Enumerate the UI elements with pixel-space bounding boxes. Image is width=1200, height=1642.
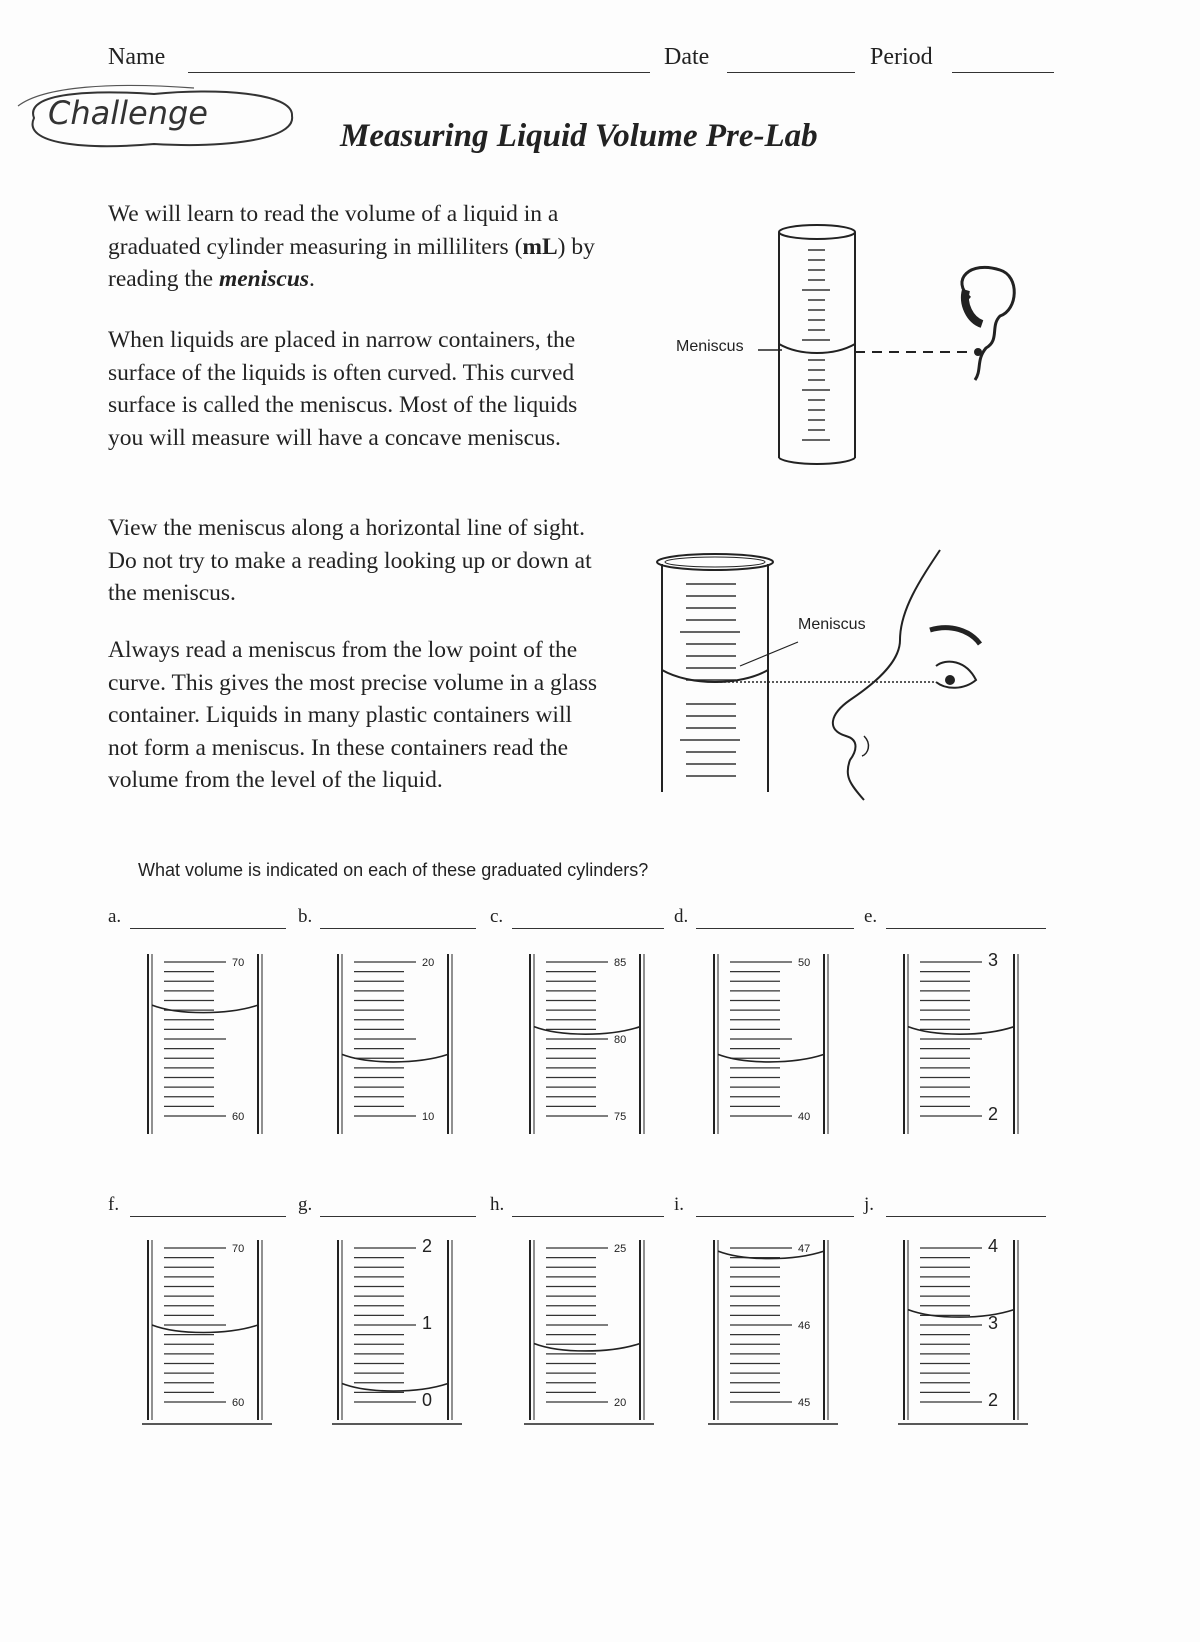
cylinder-top-mark: 70 (232, 1243, 245, 1255)
answer-blank-b[interactable] (320, 928, 476, 929)
cylinder-bottom-mark: 20 (614, 1397, 627, 1409)
cylinder-mid-mark: 46 (798, 1320, 811, 1332)
graduated-cylinder-f (142, 1236, 272, 1426)
question-h-label: h. (490, 1194, 505, 1215)
answer-blank-g[interactable] (320, 1216, 476, 1217)
cylinder-bottom-mark: 40 (798, 1111, 811, 1123)
answer-blank-j[interactable] (886, 1216, 1046, 1217)
name-field[interactable] (188, 72, 650, 73)
period-label: Period (870, 44, 933, 70)
top-figure-meniscus-label: Meniscus (676, 338, 744, 355)
cylinder-bottom-mark: 60 (232, 1397, 245, 1409)
cylinder-bottom-mark: 75 (614, 1111, 627, 1123)
challenge-stamp (14, 82, 304, 154)
question-j-label: j. (864, 1194, 875, 1215)
cylinder-top-mark: 3 (988, 950, 999, 970)
cylinder-top-mark: 4 (988, 1236, 999, 1256)
graduated-cylinder-d (708, 950, 838, 1140)
figure-face-cylinder (650, 540, 1070, 810)
cylinder-bottom-mark: 2 (988, 1104, 999, 1124)
cylinder-mid-mark: 1 (422, 1313, 433, 1333)
date-field[interactable] (727, 72, 855, 73)
question-a-label: a. (108, 906, 122, 927)
question-d-label: d. (674, 906, 689, 927)
cylinder-top-mark: 50 (798, 957, 811, 969)
graduated-cylinder-c (524, 950, 654, 1140)
graduated-cylinder-g (332, 1236, 462, 1426)
cylinder-top-mark: 47 (798, 1243, 811, 1255)
page-title: Measuring Liquid Volume Pre-Lab (340, 118, 818, 154)
question-e-label: e. (864, 906, 878, 927)
cylinder-bottom-mark: 2 (988, 1390, 999, 1410)
cylinder-top-mark: 25 (614, 1243, 627, 1255)
cylinder-top-mark: 85 (614, 957, 627, 969)
period-field[interactable] (952, 72, 1054, 73)
graduated-cylinder-a (142, 950, 272, 1140)
challenge-text: Challenge (48, 94, 208, 132)
question-b-label: b. (298, 906, 313, 927)
question-f-label: f. (108, 1194, 120, 1215)
graduated-cylinder-h (524, 1236, 654, 1426)
cylinder-mid-mark: 3 (988, 1313, 999, 1333)
cylinder-bottom-mark: 10 (422, 1111, 435, 1123)
answer-blank-h[interactable] (512, 1216, 664, 1217)
cylinder-top-mark: 2 (422, 1236, 433, 1256)
cylinder-top-mark: 70 (232, 957, 245, 969)
graduated-cylinder-e (898, 950, 1028, 1140)
answer-blank-f[interactable] (130, 1216, 286, 1217)
question-text: What volume is indicated on each of these graduated cylinders? (138, 860, 649, 880)
cylinder-top-mark: 20 (422, 957, 435, 969)
question-c-label: c. (490, 906, 504, 927)
date-label: Date (664, 44, 710, 70)
paragraph-intro: We will learn to read the volume of a liquid in a graduated cylinder measuring in milliliters (mL) by reading the meniscus. (108, 201, 595, 292)
cylinder-bottom-mark: 0 (422, 1390, 433, 1410)
cylinder-mid-mark: 80 (614, 1034, 627, 1046)
bottom-figure-meniscus-label: Meniscus (798, 616, 866, 633)
question-i-label: i. (674, 1194, 685, 1215)
paragraph-meniscus: When liquids are placed in narrow containers, the surface of the liquids is often curved. This curved surface is called the meniscus. Most of the liquids you will measure will have a concave meniscus. (108, 327, 578, 451)
graduated-cylinder-b (332, 950, 462, 1140)
paragraph-line-of-sight: View the meniscus along a horizontal line of sight. Do not try to make a reading looking up or down at the meniscus. (108, 515, 592, 606)
answer-blank-e[interactable] (886, 928, 1046, 929)
paragraph-low-point: Always read a meniscus from the low point of the curve. This gives the most precise volume in a glass container. Liquids in many plastic containers will not form a meniscus. In these containers read the volume from the level of the liquid. (108, 637, 598, 793)
cylinder-bottom-mark: 60 (232, 1111, 245, 1123)
figure-eye-level-cylinder (670, 220, 1090, 480)
graduated-cylinder-i (708, 1236, 838, 1426)
answer-blank-i[interactable] (696, 1216, 854, 1217)
answer-blank-d[interactable] (696, 928, 854, 929)
question-g-label: g. (298, 1194, 313, 1215)
graduated-cylinder-j (898, 1236, 1028, 1426)
answer-blank-a[interactable] (130, 928, 286, 929)
answer-blank-c[interactable] (512, 928, 664, 929)
name-label: Name (108, 44, 166, 70)
cylinder-bottom-mark: 45 (798, 1397, 811, 1409)
